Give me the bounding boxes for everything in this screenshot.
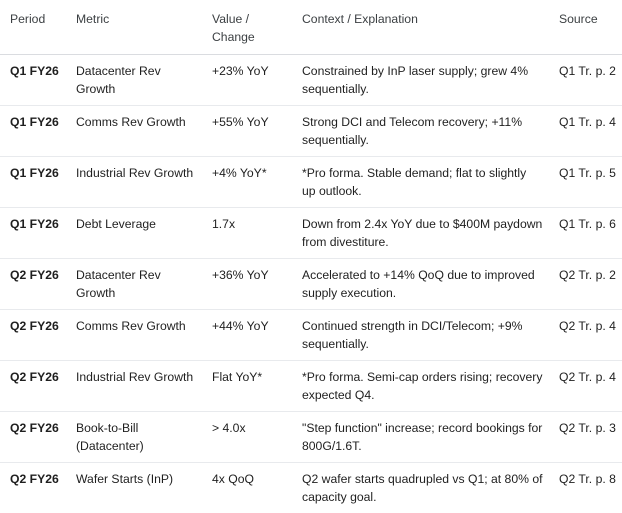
header-value: Value / Change: [202, 0, 292, 55]
header-context: Context / Explanation: [292, 0, 549, 55]
table-row: [0, 361, 622, 412]
cell-period: Q1 FY26: [0, 157, 66, 208]
cell-value: > 4.0x: [202, 412, 292, 463]
cell-metric: Debt Leverage: [66, 208, 202, 259]
cell-value: +4% YoY*: [202, 157, 292, 208]
cell-value: +23% YoY: [202, 55, 292, 106]
cell-context: Q2 wafer starts quadrupled vs Q1; at 80% of capacity goal.: [292, 463, 549, 513]
cell-context: Continued strength in DCI/Telecom; +9% sequentially.: [292, 310, 549, 361]
cell-value: 1.7x: [202, 208, 292, 259]
cell-context: Down from 2.4x YoY due to $400M paydown from divestiture.: [292, 208, 549, 259]
header-metric: Metric: [66, 0, 202, 55]
cell-metric: Datacenter Rev Growth: [66, 55, 202, 106]
cell-period: Q2 FY26: [0, 310, 66, 361]
cell-metric: Industrial Rev Growth: [66, 157, 202, 208]
header-period: Period: [0, 0, 66, 55]
cell-source: Q2 Tr. p. 3: [549, 412, 622, 463]
cell-metric: Datacenter Rev Growth: [66, 259, 202, 310]
cell-value: 4x QoQ: [202, 463, 292, 513]
cell-period: Q1 FY26: [0, 208, 66, 259]
table-row: [0, 208, 622, 259]
cell-source: Q1 Tr. p. 4: [549, 106, 622, 157]
cell-metric: Comms Rev Growth: [66, 310, 202, 361]
cell-source: Q2 Tr. p. 8: [549, 463, 622, 513]
table-row: [0, 412, 622, 463]
cell-context: *Pro forma. Stable demand; flat to slightly up outlook.: [292, 157, 549, 208]
table-row: [0, 55, 622, 106]
cell-period: Q2 FY26: [0, 361, 66, 412]
cell-source: Q1 Tr. p. 6: [549, 208, 622, 259]
cell-metric: Book-to-Bill (Datacenter): [66, 412, 202, 463]
cell-period: Q1 FY26: [0, 106, 66, 157]
cell-context: Accelerated to +14% QoQ due to improved supply execution.: [292, 259, 549, 310]
table-row: [0, 463, 622, 513]
header-source: Source: [549, 0, 622, 55]
cell-source: Q1 Tr. p. 2: [549, 55, 622, 106]
cell-value: +44% YoY: [202, 310, 292, 361]
table-row: [0, 310, 622, 361]
table-header-row: [0, 0, 622, 55]
table-row: [0, 259, 622, 310]
cell-source: Q2 Tr. p. 4: [549, 310, 622, 361]
cell-context: "Step function" increase; record bookings for 800G/1.6T.: [292, 412, 549, 463]
cell-value: +55% YoY: [202, 106, 292, 157]
cell-context: *Pro forma. Semi-cap orders rising; recovery expected Q4.: [292, 361, 549, 412]
cell-source: Q1 Tr. p. 5: [549, 157, 622, 208]
cell-metric: Industrial Rev Growth: [66, 361, 202, 412]
cell-period: Q1 FY26: [0, 55, 66, 106]
cell-period: Q2 FY26: [0, 412, 66, 463]
cell-source: Q2 Tr. p. 4: [549, 361, 622, 412]
cell-context: Constrained by InP laser supply; grew 4% sequentially.: [292, 55, 549, 106]
cell-value: Flat YoY*: [202, 361, 292, 412]
cell-value: +36% YoY: [202, 259, 292, 310]
cell-metric: Comms Rev Growth: [66, 106, 202, 157]
table-row: [0, 106, 622, 157]
cell-context: Strong DCI and Telecom recovery; +11% sequentially.: [292, 106, 549, 157]
cell-period: Q2 FY26: [0, 463, 66, 513]
cell-metric: Wafer Starts (InP): [66, 463, 202, 513]
cell-period: Q2 FY26: [0, 259, 66, 310]
cell-source: Q2 Tr. p. 2: [549, 259, 622, 310]
table-row: [0, 157, 622, 208]
